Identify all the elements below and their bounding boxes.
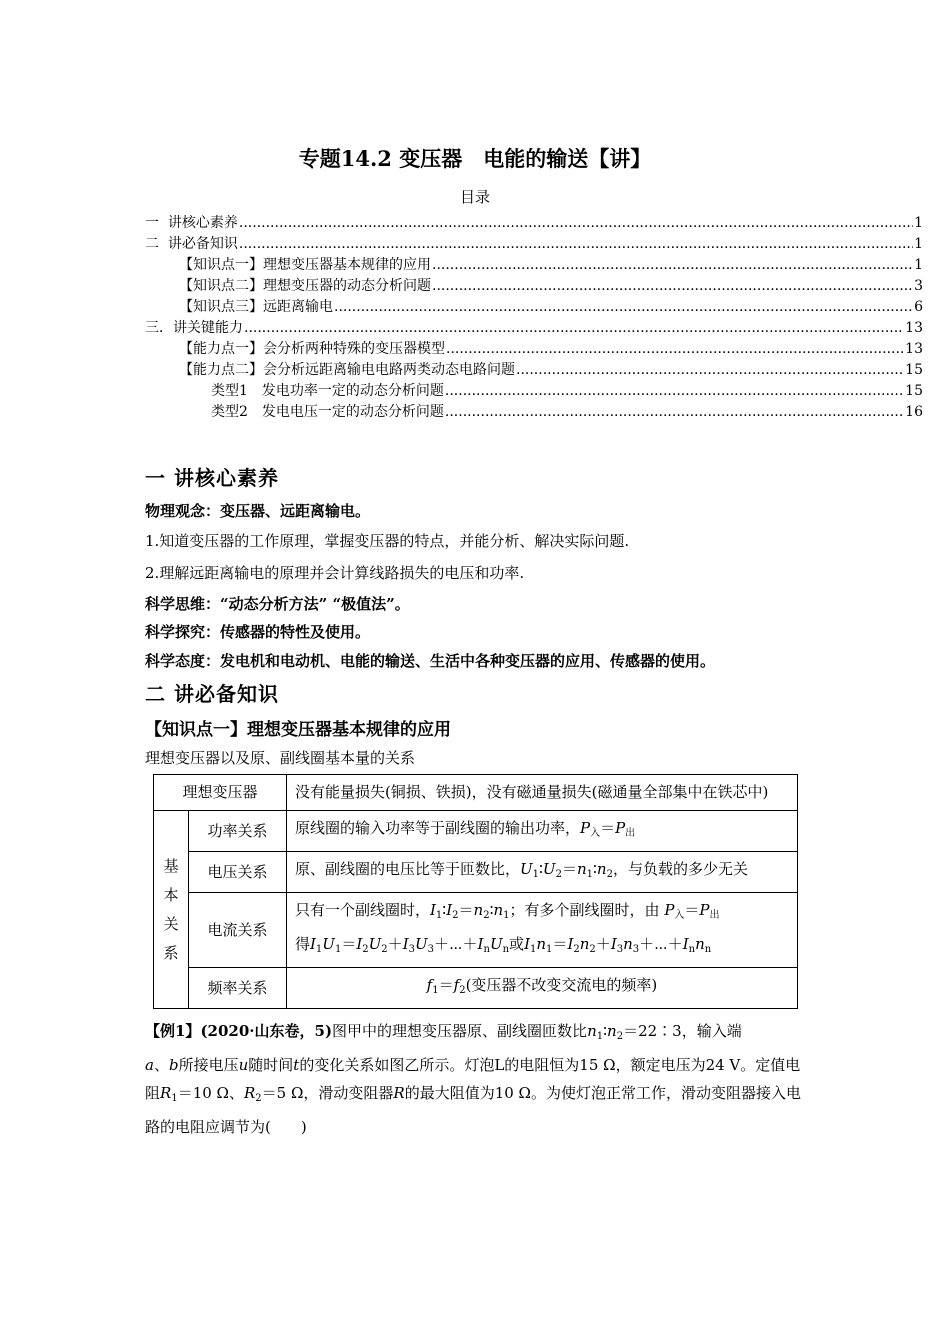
frequency-relation-label: 频率关系 xyxy=(189,968,287,1009)
attitude-line: 科学态度：发电机和电动机、电能的输送、生活中各种变压器的应用、传感器的使用。 xyxy=(145,652,716,670)
current-relation-text: 只有一个副线圈时，$I_1∶I_2=n_2∶n_1$；有多个副线圈时，由 $P_入=P_出$ 得$I_1U_1=I_2U_2+I_3U_3+\cdots+I_nU_n$或$I_1n_1=I_2n_2+I_3n_3+\cdots+I_nn_n$ xyxy=(286,893,797,968)
table-intro: 理想变压器以及原、副线圈基本量的关系 xyxy=(145,749,416,767)
ideal-transformer-text: 没有能量损失(铜损、铁损)，没有磁通量损失(磁通量全部集中在铁芯中) xyxy=(286,775,797,811)
table-of-contents xyxy=(145,213,923,423)
thinking-line: 科学思维：“动态分析方法” “极值法”。 xyxy=(145,595,410,613)
point-2: 2.理解远距离输电的原理并会计算线路损失的电压和功率. xyxy=(145,564,525,582)
toc-entry[interactable]: 【知识点三】远距离输电 ..... 6 xyxy=(145,297,923,318)
frequency-relation-text: $f_1=f_2$(变压器不改变交流电的频率) xyxy=(286,968,797,1009)
knowledge-point-1-heading: 【知识点一】理想变压器基本规律的应用 xyxy=(145,720,451,740)
toc-entry[interactable]: 【能力点二】会分析远距离输电电路两类动态电路问题 ..... 15 xyxy=(145,360,923,381)
toc-entry[interactable]: 三．讲关键能力 ..... 13 xyxy=(145,318,923,339)
toc-entry[interactable]: 【知识点一】理想变压器基本规律的应用 ..... 1 xyxy=(145,255,923,276)
point-1: 1.知道变压器的工作原理，掌握变压器的特点，并能分析、解决实际问题. xyxy=(145,532,630,550)
table-row xyxy=(154,852,798,893)
power-relation-text: 原线圈的输入功率等于副线圈的输出功率，$P_入=P_出$ xyxy=(286,811,797,852)
toc-entry[interactable]: 【知识点二】理想变压器的动态分析问题 ..... 3 xyxy=(145,276,923,297)
table-row xyxy=(154,968,798,1009)
table-row xyxy=(154,893,798,968)
basic-relations-label: 基 本 关 系 xyxy=(154,811,189,1009)
toc-entry[interactable]: 二 讲必备知识 ..... 1 xyxy=(145,234,923,255)
toc-entry[interactable]: 一 讲核心素养 ..... 1 xyxy=(145,213,923,234)
inquiry-line: 科学探究：传感器的特性及使用。 xyxy=(145,623,371,641)
page-title: 专题14.2 变压器 电能的输送【讲】 xyxy=(298,146,652,171)
power-relation-label: 功率关系 xyxy=(189,811,287,852)
concept-line: 物理观念：变压器、远距离输电。 xyxy=(145,502,371,520)
example-1: 【例1】(2020·山东卷，5)图甲中的理想变压器原、副线圈匝数比$n_1∶n_2=22∶3$，输入端 a、b所接电压u随时间t的变化关系如图乙所示。灯泡L的电阻恒为15 Ω，额定电压为24 V。定值电阻$R_1=10$ Ω、$R_2=5$ Ω，滑动变阻器R的最大阻值为10 Ω。为使灯泡正常工作，滑动变阻器接入电路的电阻应调节为( ) xyxy=(145,1022,801,1136)
section-heading-knowledge: 二 讲必备知识 xyxy=(145,682,279,706)
current-relation-label: 电流关系 xyxy=(189,893,287,968)
table-row xyxy=(154,775,798,811)
table-row xyxy=(154,811,798,852)
toc-entry[interactable]: 【能力点一】会分析两种特殊的变压器模型 ..... 13 xyxy=(145,339,923,360)
toc-entry[interactable]: 类型1 发电功率一定的动态分析问题 ..... 15 xyxy=(145,381,923,402)
voltage-relation-label: 电压关系 xyxy=(189,852,287,893)
toc-heading: 目录 xyxy=(459,188,490,206)
section-heading-core: 一 讲核心素养 xyxy=(145,466,279,490)
toc-entry[interactable]: 类型2 发电电压一定的动态分析问题 ..... 16 xyxy=(145,402,923,423)
voltage-relation-text: 原、副线圈的电压比等于匝数比，$U_1∶U_2=n_1∶n_2$，与负载的多少无关 xyxy=(286,852,797,893)
relations-table xyxy=(153,774,798,1009)
ideal-transformer-label: 理想变压器 xyxy=(154,775,287,811)
